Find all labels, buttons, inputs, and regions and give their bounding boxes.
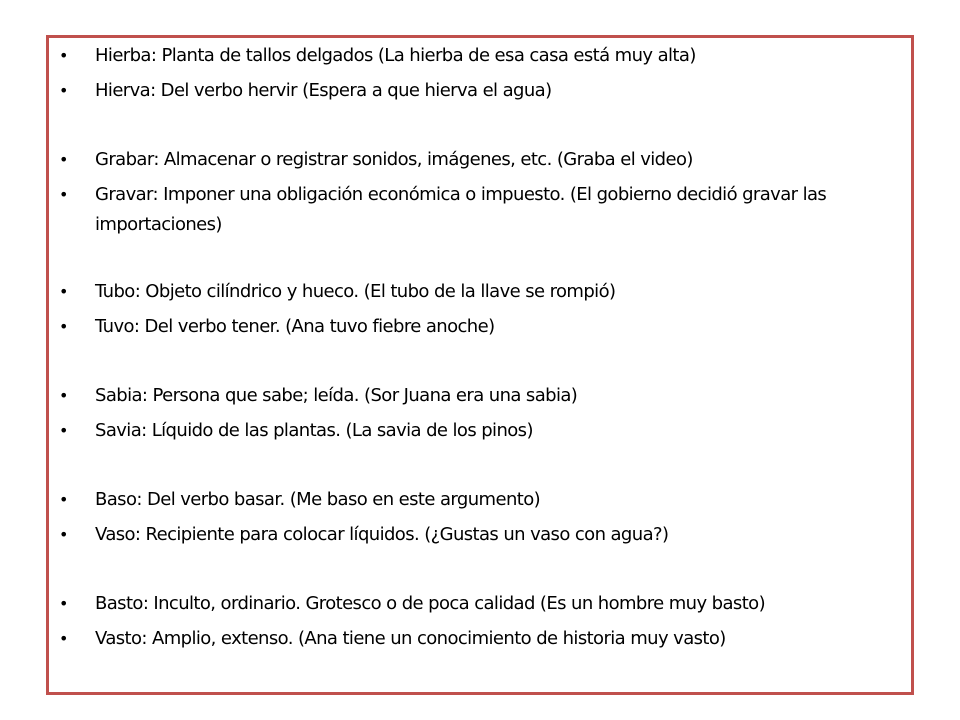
bullet-icon: •: [59, 629, 69, 648]
slide-content-box: [46, 35, 914, 695]
list-item: [49, 41, 869, 71]
bullet-icon: •: [59, 317, 69, 336]
list-item-text: Hierba: Planta de tallos delgados (La hierba de esa casa está muy alta): [95, 45, 696, 66]
bullet-icon: •: [59, 421, 69, 440]
bullet-icon: •: [59, 525, 69, 544]
list-item: [49, 381, 869, 411]
list-item: [49, 277, 869, 307]
list-item: [49, 312, 869, 342]
bullet-icon: •: [59, 490, 69, 509]
list-item-text: Grabar: Almacenar o registrar sonidos, imágenes, etc. (Graba el video): [95, 149, 693, 170]
list-item: [49, 416, 869, 446]
list-item: [49, 589, 869, 619]
list-item-text: Vaso: Recipiente para colocar líquidos. (¿Gustas un vaso con agua?): [95, 524, 669, 545]
list-item-text: Tubo: Objeto cilíndrico y hueco. (El tubo de la llave se rompió): [95, 281, 616, 302]
list-item-text: Tuvo: Del verbo tener. (Ana tuvo fiebre anoche): [95, 316, 495, 337]
list-item-text: Savia: Líquido de las plantas. (La savia de los pinos): [95, 420, 533, 441]
bullet-icon: •: [59, 386, 69, 405]
bullet-icon: •: [59, 282, 69, 301]
bullet-icon: •: [59, 185, 69, 204]
list-item: [49, 624, 869, 654]
bullet-icon: •: [59, 46, 69, 65]
list-item: [49, 180, 869, 240]
list-item: [49, 520, 869, 550]
bullet-icon: •: [59, 150, 69, 169]
list-item: [49, 485, 869, 515]
bullet-icon: •: [59, 81, 69, 100]
list-item-text: Vasto: Amplio, extenso. (Ana tiene un conocimiento de historia muy vasto): [95, 628, 726, 649]
list-item-text: Sabia: Persona que sabe; leída. (Sor Juana era una sabia): [95, 385, 578, 406]
list-item-text: Baso: Del verbo basar. (Me baso en este argumento): [95, 489, 541, 510]
list-item: [49, 76, 869, 106]
list-item-text: Gravar: Imponer una obligación económica o impuesto. (El gobierno decidió gravar las importaciones): [95, 184, 827, 235]
list-item-text: Basto: Inculto, ordinario. Grotesco o de poca calidad (Es un hombre muy basto): [95, 593, 765, 614]
bullet-icon: •: [59, 594, 69, 613]
list-item-text: Hierva: Del verbo hervir (Espera a que hierva el agua): [95, 80, 552, 101]
list-item: [49, 145, 869, 175]
